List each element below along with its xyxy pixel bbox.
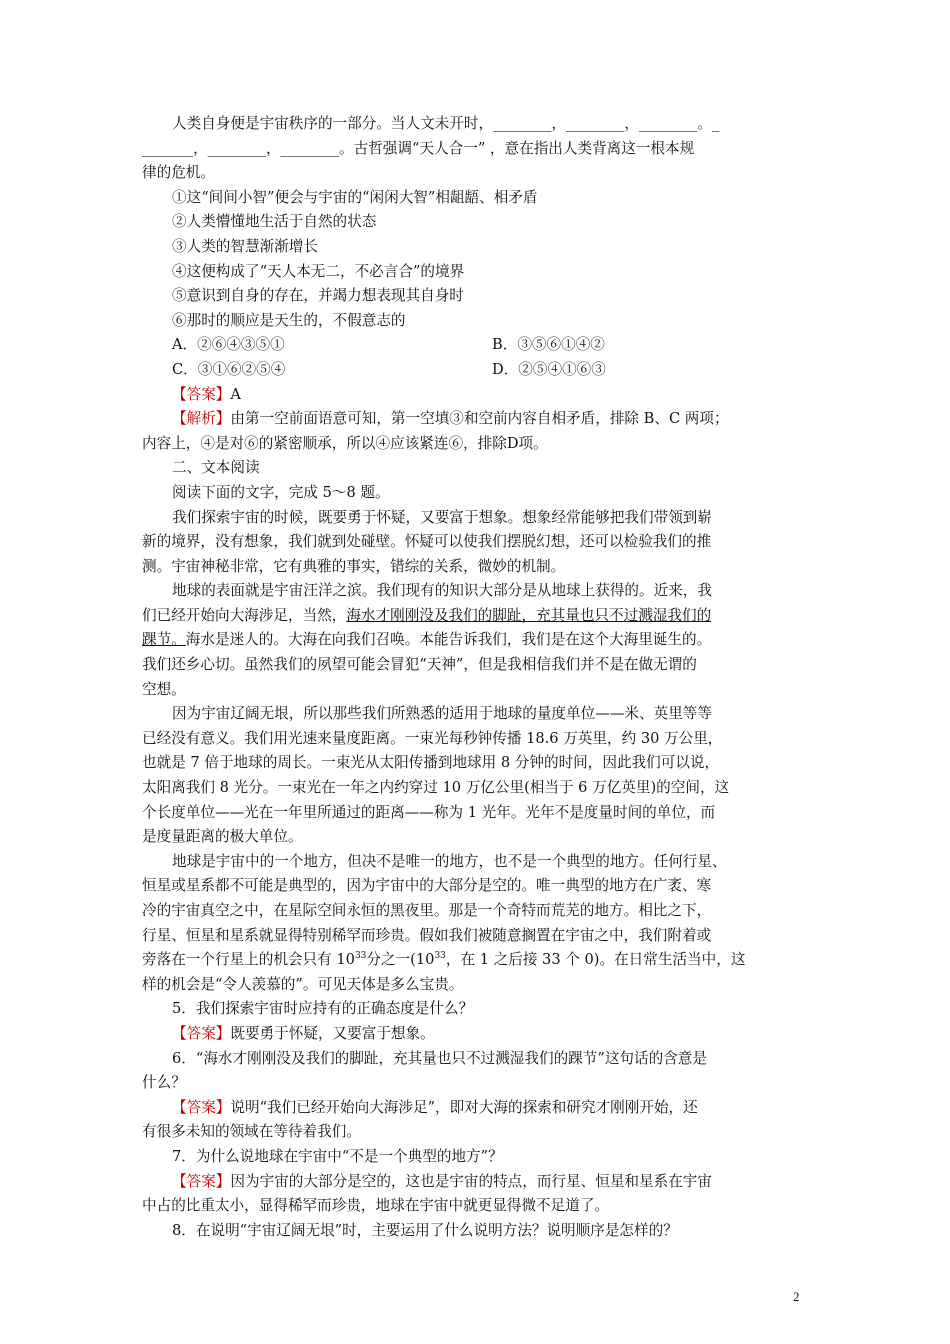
passage-line: 地球的表面就是宇宙汪洋之滨。我们现有的知识大部分是从地球上获得的。近来，我: [172, 582, 712, 600]
option-d: D．②⑤④①⑥③: [492, 360, 606, 378]
passage-line: [142, 948, 810, 973]
question-6-line: 什么？: [142, 1074, 186, 1092]
passage-line: 样的机会是“令人羡慕的”。可见天体是多么宝贵。: [142, 975, 464, 993]
q4-item: ③人类的智慧渐渐增长: [172, 237, 318, 255]
passage-line: 测。宇宙神秘非常，它有典雅的事实，错综的关系，微妙的机制。: [142, 557, 566, 575]
answer-text: 因为宇宙的大部分是空的，这也是宇宙的特点，而行星、恒星和星系在宇宙: [230, 1172, 712, 1190]
q7-answer: [142, 1170, 810, 1195]
passage-line: 地球是宇宙中的一个地方，但决不是唯一的地方，也不是一个典型的地方。任何行星、: [172, 852, 727, 870]
q4-item: ④这便构成了“天人本无二，不必言合”的境界: [172, 262, 465, 280]
passage-text: 海水是迷人的。大海在向我们召唤。本能告诉我们，我们是在这个大海里诞生的。: [185, 631, 712, 649]
q4-answer: [142, 383, 810, 408]
q4-stem-line: _______，________，________。古哲强调“天人合一” ，意在指出人类背离这一根本规: [142, 139, 695, 157]
passage-line: 恒星或星系都不可能是典型的，因为宇宙中的大部分是空的。唯一典型的地方在广袤、寒: [142, 877, 712, 895]
passage-line: 我们还乡心切。虽然我们的夙望可能会冒犯“天神”，但是我相信我们并不是在做无谓的: [142, 656, 697, 674]
q4-stem-line: 律的危机。: [142, 164, 215, 182]
q4-analysis-line: 内容上，④是对⑥的紧密顺承，所以④应该紧连⑥，排除D项。: [142, 434, 548, 452]
q6-answer: [142, 1096, 810, 1121]
answer-tag: 【答案】: [172, 1172, 231, 1190]
passage-text: 们已经开始向大海涉足，当然，: [142, 606, 347, 624]
page-number: 2: [793, 1289, 800, 1304]
question-8: 8．在说明“宇宙辽阔无垠”时，主要运用了什么说明方法？说明顺序是怎样的？: [172, 1221, 678, 1239]
q6-answer-line: 有很多未知的领域在等待着我们。: [142, 1123, 361, 1141]
underlined-sentence: 海水才刚刚没及我们的脚趾，充其量也只不过溅湿我们的: [346, 606, 712, 624]
answer-tag: 【答案】: [172, 385, 231, 403]
passage-line: 冷的宇宙真空之中，在星际空间永恒的黑夜里。那是一个奇特而荒芜的地方。相比之下，: [142, 902, 712, 919]
q4-options-row: [142, 358, 810, 383]
passage-line: 已经没有意义。我们用光速来量度距离。一束光每秒钟传播 18.6 万英里，约 30 万公里，: [142, 729, 723, 747]
answer-text: A: [230, 385, 241, 403]
exponent: 33: [434, 951, 446, 962]
passage-text: 旁落在一个行星上的机会只有 10: [142, 951, 355, 969]
passage-text: ，在 1 之后接 33 个 0)。在日常生活当中，这: [445, 951, 746, 969]
section-heading: 二、文本阅读: [172, 459, 260, 477]
q4-item: ②人类懵懂地生活于自然的状态: [172, 213, 377, 231]
passage-line: 太阳离我们 8 光分。一束光在一年之内约穿过 10 万亿公里(相当于 6 万亿英里)的空间，这: [142, 779, 730, 797]
passage-text: 分之一(10: [366, 951, 435, 969]
question-6: 6．“海水才刚刚没及我们的脚趾，充其量也只不过溅湿我们的踝节”这句话的含意是: [172, 1049, 707, 1067]
passage-line: 也就是 7 倍于地球的周长。一束光从太阳传播到地球用 8 分钟的时间，因此我们可以说，: [142, 754, 720, 772]
exponent: 33: [354, 951, 367, 962]
passage-line: 我们探索宇宙的时候，既要勇于怀疑，又要富于想象。想象经常能够把我们带领到崭: [172, 508, 712, 526]
q4-stem-line: 人类自身便是宇宙秩序的一部分。当人文未开时，________，________，________。_: [172, 115, 720, 132]
passage-line: 新的境界，没有想象，我们就到处碰壁。怀疑可以使我们摆脱幻想，还可以检验我们的推: [142, 533, 712, 551]
question-7: 7．为什么说地球在宇宙中“不是一个典型的地方”？: [172, 1147, 503, 1165]
passage-line: 行星、恒星和星系就显得特别稀罕而珍贵。假如我们被随意搁置在宇宙之中，我们附着或: [142, 926, 712, 944]
section-instruction: 阅读下面的文字，完成 5～8 题。: [172, 483, 390, 501]
q7-answer-line: 中占的比重太小，显得稀罕而珍贵，地球在宇宙中就更显得微不足道了。: [142, 1197, 610, 1215]
passage-line: 因为宇宙辽阔无垠，所以那些我们所熟悉的适用于地球的量度单位——米、英里等等: [172, 705, 712, 723]
q5-answer: [142, 1022, 810, 1047]
option-b: B．③⑤⑥①④②: [492, 336, 605, 354]
option-c: C．③①⑥②⑤④: [172, 360, 286, 378]
q4-options-row: [142, 333, 810, 358]
passage-line: 个长度单位——光在一年里所通过的距离——称为 1 光年。光年不是度量时间的单位，而: [142, 803, 716, 821]
option-a: A．②⑥④③⑤①: [172, 336, 285, 354]
passage-line: 是度量距离的极大单位。: [142, 828, 303, 846]
answer-tag: 【答案】: [172, 1024, 231, 1042]
question-5: 5．我们探索宇宙时应持有的正确态度是什么？: [172, 1000, 474, 1018]
q4-item: ①这“间间小智”便会与宇宙的“闲闲大智”相龃龉、相矛盾: [172, 188, 538, 206]
q4-analysis: [142, 407, 810, 432]
analysis-text: 由第一空前面语意可知，第一空填③和空前内容自相矛盾，排除 B、C 两项；: [230, 410, 729, 428]
underlined-sentence: 踝节。: [142, 631, 186, 649]
answer-tag: 【答案】: [172, 1098, 231, 1116]
passage-line: [142, 628, 810, 653]
analysis-tag: 【解析】: [172, 410, 231, 428]
q4-item: ⑤意识到自身的存在，并竭力想表现其自身时: [172, 287, 464, 305]
document-page: [142, 112, 810, 1243]
passage-line: 空想。: [142, 680, 186, 698]
answer-text: 说明“我们已经开始向大海涉足”，即对大海的探索和研究才刚刚开始，还: [230, 1098, 698, 1116]
q4-item: ⑥那时的顺应是天生的，不假意志的: [172, 311, 406, 329]
answer-text: 既要勇于怀疑，又要富于想象。: [230, 1024, 435, 1042]
passage-line: [142, 604, 810, 629]
